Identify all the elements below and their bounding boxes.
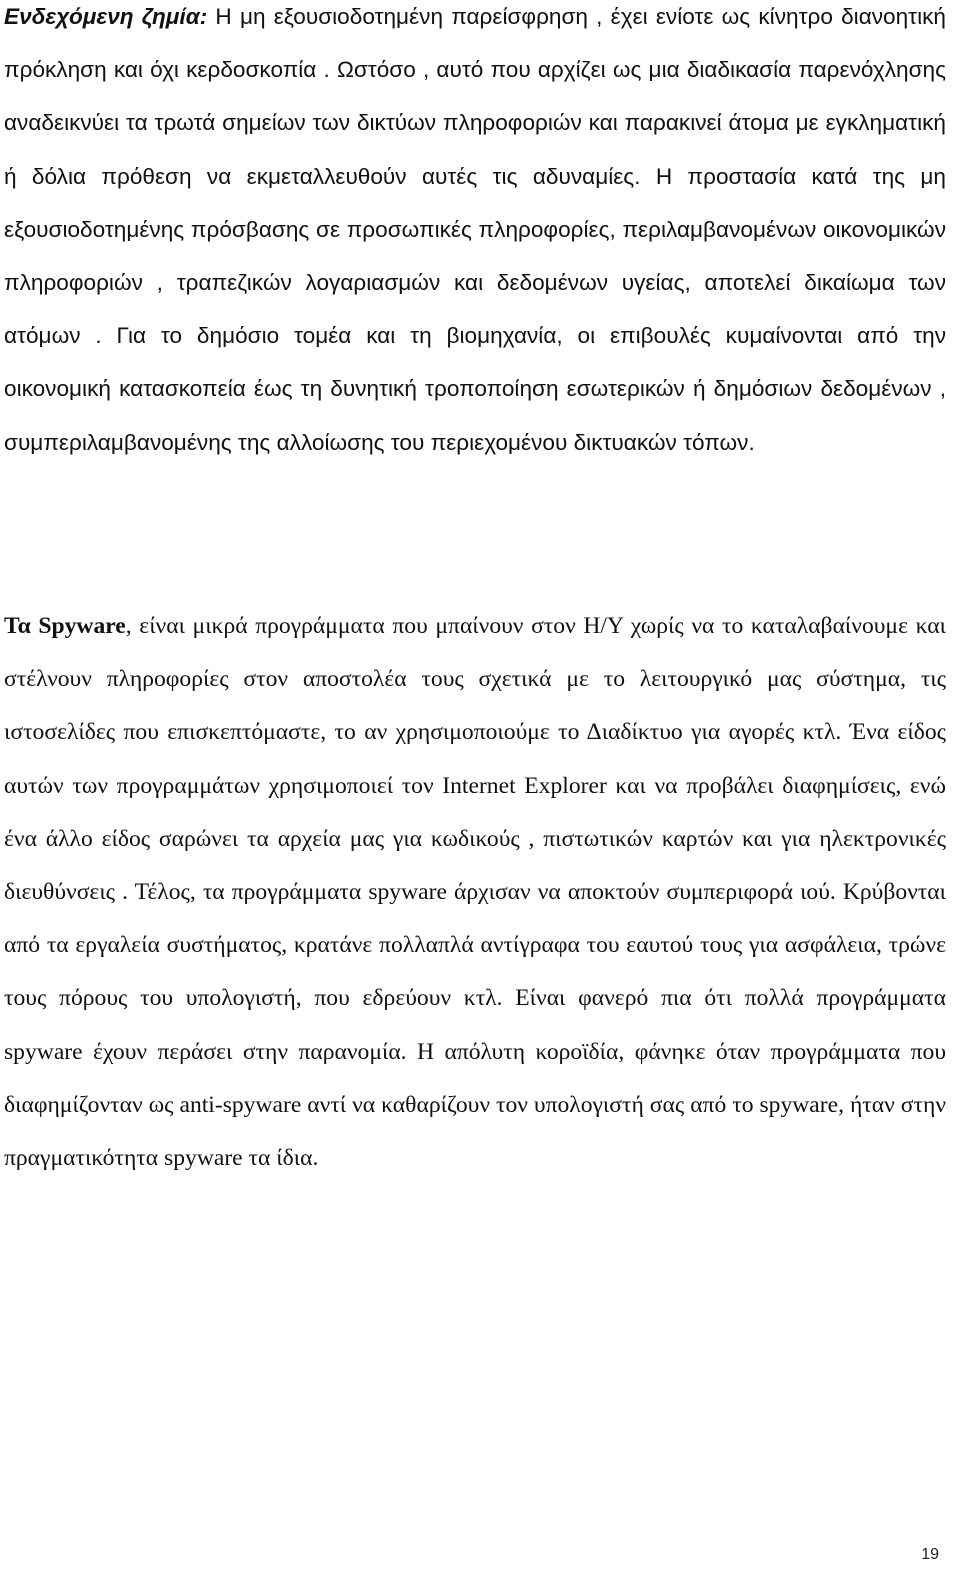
paragraph-body-spyware: , είναι μικρά προγράμματα που μπαίνουν στον Η/Υ χωρίς να το καταλαβαίνουμε και στέλνουν πληροφορίες στον αποστολέα τους σχετικά με το λειτουργικό μας σύστημα, τις ιστοσελίδες που επισκεπτόμαστε, το αν χρησιμοποιούμε το Διαδίκτυο για αγορές κτλ. Ένα είδος αυτών των προγραμμάτων χρησιμοποιεί τον Internet Explorer και να προβάλει διαφημίσεις, ενώ ένα άλλο είδος σαρώνει τα αρχεία μας για κωδικούς , πιστωτικών καρτών και για ηλεκτρονικές διευθύνσεις . Τέλος, τα προγράμματα spyware άρχισαν να αποκτούν συμπεριφορά ιού. Κρύβονται από τα εργαλεία συστήματος, κρατάνε πολλαπλά αντίγραφα του εαυτού τους για ασφάλεια, τρώνε τους πόρους του υπολογιστή, που εδρεύουν κτλ. Είναι φανερό πια ότι πολλά προγράμματα spyware έχουν περάσει στην παρανομία. Η απόλυτη κοροϊδία, φάνηκε όταν προγράμματα που διαφημίζονταν ως anti-spyware αντί να καθαρίζουν τον υπολογιστή σας από το spyware, ήταν στην πραγματικότητα spyware τα ίδια. <box>4 613 946 1172</box>
paragraph-lead-spyware: Τα Spyware <box>4 613 126 639</box>
paragraph-body-potential-damage: Η μη εξουσιοδοτημένη παρείσφρηση , έχει ενίοτε ως κίνητρο διανοητική πρόκληση και όχι κερδοσκοπία . Ωστόσο , αυτό που αρχίζει ως μια διαδικασία παρενόχλησης αναδεικνύει τα τρωτά σημείων των δικτύων πληροφοριών και παρακινεί άτομα με εγκληματική ή δόλια πρόθεση να εκμεταλλευθούν αυτές τις αδυναμίες. Η προστασία κατά της μη εξουσιοδοτημένης πρόσβασης σε προσωπικές πληροφορίες, περιλαμβανομένων οικονομικών πληροφοριών , τραπεζικών λογαριασμών και δεδομένων υγείας, αποτελεί δικαίωμα των ατόμων . Για το δημόσιο τομέα και τη βιομηχανία, οι επιβουλές κυμαίνονται από την οικονομική κατασκοπεία έως τη δυνητική τροποποίηση εσωτερικών ή δημόσιων δεδομένων , συμπεριλαμβανομένης της αλλοίωσης του περιεχομένου δικτυακών τόπων. <box>4 4 946 455</box>
paragraph-potential-damage <box>4 0 946 469</box>
paragraph-lead-potential-damage: Ενδεχόμενη ζημία: <box>4 4 208 29</box>
page-number: 19 <box>921 1546 939 1563</box>
paragraph-spyware <box>4 600 946 1185</box>
